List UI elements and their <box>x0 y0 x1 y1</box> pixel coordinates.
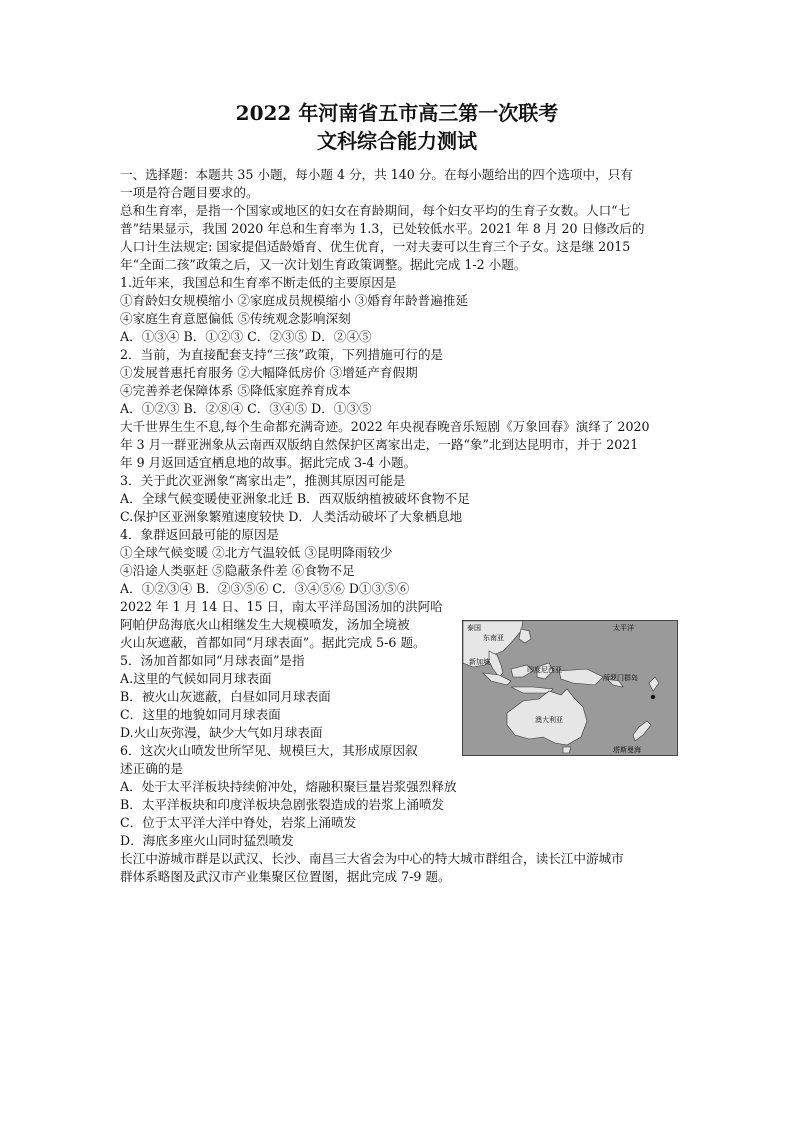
text-line: 群体系略图及武汉市产业集聚区位置图，据此完成 7-9 题。 <box>120 869 451 884</box>
text-line: 阿帕伊岛海底火山相继发生大规模喷发，汤加全境被 <box>120 617 410 632</box>
question-1-items-b: ④家庭生育意愿偏低 ⑤传统观念影响深刻 <box>120 311 351 326</box>
question-6-option-a: A．处于太平洋板块持续俯冲处，熔融积聚巨量岩浆强烈释放 <box>120 779 457 794</box>
question-6: 6．这次火山喷发世所罕见、规模巨大，其形成原因叙 <box>120 743 418 758</box>
map-label-indonesia: 印度尼西亚 <box>527 666 562 674</box>
question-5-option-c: C．这里的地貌如同月球表面 <box>120 707 281 722</box>
question-1: 1.近年来，我国总和生育率不断走低的主要原因是 <box>120 275 397 290</box>
text-line: 一、选择题：本题共 35 小题，每小题 4 分，共 140 分。在每小题给出的四个选项中，只有 <box>120 167 633 182</box>
exam-subtitle: 文科综合能力测试 <box>317 129 477 153</box>
question-6-option-b: B．太平洋板块和印度洋板块急剧张裂造成的岩浆上涌喷发 <box>120 797 445 812</box>
text-line: 长江中游城市群是以武汉、长沙、南昌三大省会为中心的特大城市群组合，读长江中游城市 <box>120 851 624 866</box>
map-label-australia: 澳大利亚 <box>535 716 563 724</box>
text-line: 一项是符合题目要求的。 <box>120 185 259 200</box>
text-line: 大千世界生生不息,每个生命都充满奇迹。2022 年央视春晚音乐短剧《万象回春》演绎了 2020 <box>120 419 650 434</box>
question-5-option-d: D.火山灰弥漫，缺少大气如月球表面 <box>120 725 323 740</box>
question-4-options: A．①②③④ B．②③⑤⑥ C．③④⑤⑥ D①③⑤⑥ <box>120 581 410 596</box>
text-line: 火山灰遮蔽，首都如同“月球表面”。据此完成 5-6 题。 <box>120 635 426 650</box>
question-3-options-cd: C.保护区亚洲象繁殖速度较快 D．人类活动破坏了大象栖息地 <box>120 509 463 524</box>
question-2-items-a: ①发展普惠托育服务 ②大幅降低房价 ③增延产育假期 <box>120 365 418 380</box>
map-label-solomon: 所罗门群岛 <box>603 674 638 682</box>
text-line: 人口计生法规定: 国家提倡适龄婚育、优生优育，一对夫妻可以生育三个子女。这是继 2015 <box>120 239 631 254</box>
text-line: 总和生育率，是指一个国家或地区的妇女在育龄期间，每个妇女平均的生育子女数。人口“七 <box>120 203 631 218</box>
map-label-pacific: 太平洋 <box>613 624 634 632</box>
question-4-items-a: ①全球气候变暖 ②北方气温较低 ③昆明降雨较少 <box>120 545 393 560</box>
question-6-option-d: D．海底多座火山同时猛烈喷发 <box>120 833 294 848</box>
question-4-items-b: ④沿途人类驱赶 ⑤隐蔽条件差 ⑥食物不足 <box>120 563 355 578</box>
map-label-southeast-asia: 东南亚 <box>483 634 504 642</box>
exam-body <box>120 166 680 886</box>
map-label-thailand: 泰国 <box>467 624 481 632</box>
exam-title: 2022 年河南省五市高三第一次联考 <box>235 101 559 125</box>
question-2-options: A．①②③ B．②⑧④ C．③④⑤ D．①③⑤ <box>120 401 372 416</box>
text-line: 2022 年 1 月 14 日、15 日，南太平洋岛国汤加的洪阿哈 <box>120 599 443 614</box>
question-5-option-b: B．被火山灰遮蔽，白昼如同月球表面 <box>120 689 331 704</box>
question-1-options: A．①③④ B．①②③ C．②③⑤ D．②④⑤ <box>120 329 372 344</box>
question-4: 4．象群返回最可能的原因是 <box>120 527 280 542</box>
question-6-option-c: C．位于太平洋大洋中脊处，岩浆上涌喷发 <box>120 815 357 830</box>
question-2: 2．当前，为直接配套支持“三孩”政策，下列措施可行的是 <box>120 347 444 362</box>
question-5-option-a: A.这里的气候如同月球表面 <box>120 671 272 686</box>
question-6-cont: 述正确的是 <box>120 761 183 776</box>
map-label-singapore: 新加坡 <box>469 658 490 666</box>
map-figure <box>462 620 678 756</box>
text-line: 年 3 月一群亚洲象从云南西双版纳自然保护区离家出走，一路“象”北到达昆明市，并于 2021 <box>120 437 639 452</box>
question-1-items-a: ①育龄妇女规模缩小 ②家庭成员规模缩小 ③婚育年龄普遍推延 <box>120 293 469 308</box>
text-line: 年“全面二孩”政策之后，又一次计划生育政策调整。据此完成 1-2 小题。 <box>120 257 527 272</box>
text-line: 年 9 月返回适宜栖息地的故事。据此完成 3-4 小题。 <box>120 455 417 470</box>
question-5: 5．汤加首都如同“月球表面”是指 <box>120 653 305 668</box>
question-2-items-b: ④完善养老保障体系 ⑤降低家庭养育成本 <box>120 383 351 398</box>
text-line: 普”结果显示，我国 2020 年总和生育率为 1.3，已处较低水平。2021 年 8 月 20 日修改后的 <box>120 221 645 236</box>
map-label-tasman: 塔斯曼海 <box>613 746 641 754</box>
question-3-options-ab: A．全球气候变暖使亚洲象北迁 B．西双版纳植被破坏食物不足 <box>120 491 470 506</box>
question-3: 3．关于此次亚洲象“离家出走”，推测其原因可能是 <box>120 473 406 488</box>
